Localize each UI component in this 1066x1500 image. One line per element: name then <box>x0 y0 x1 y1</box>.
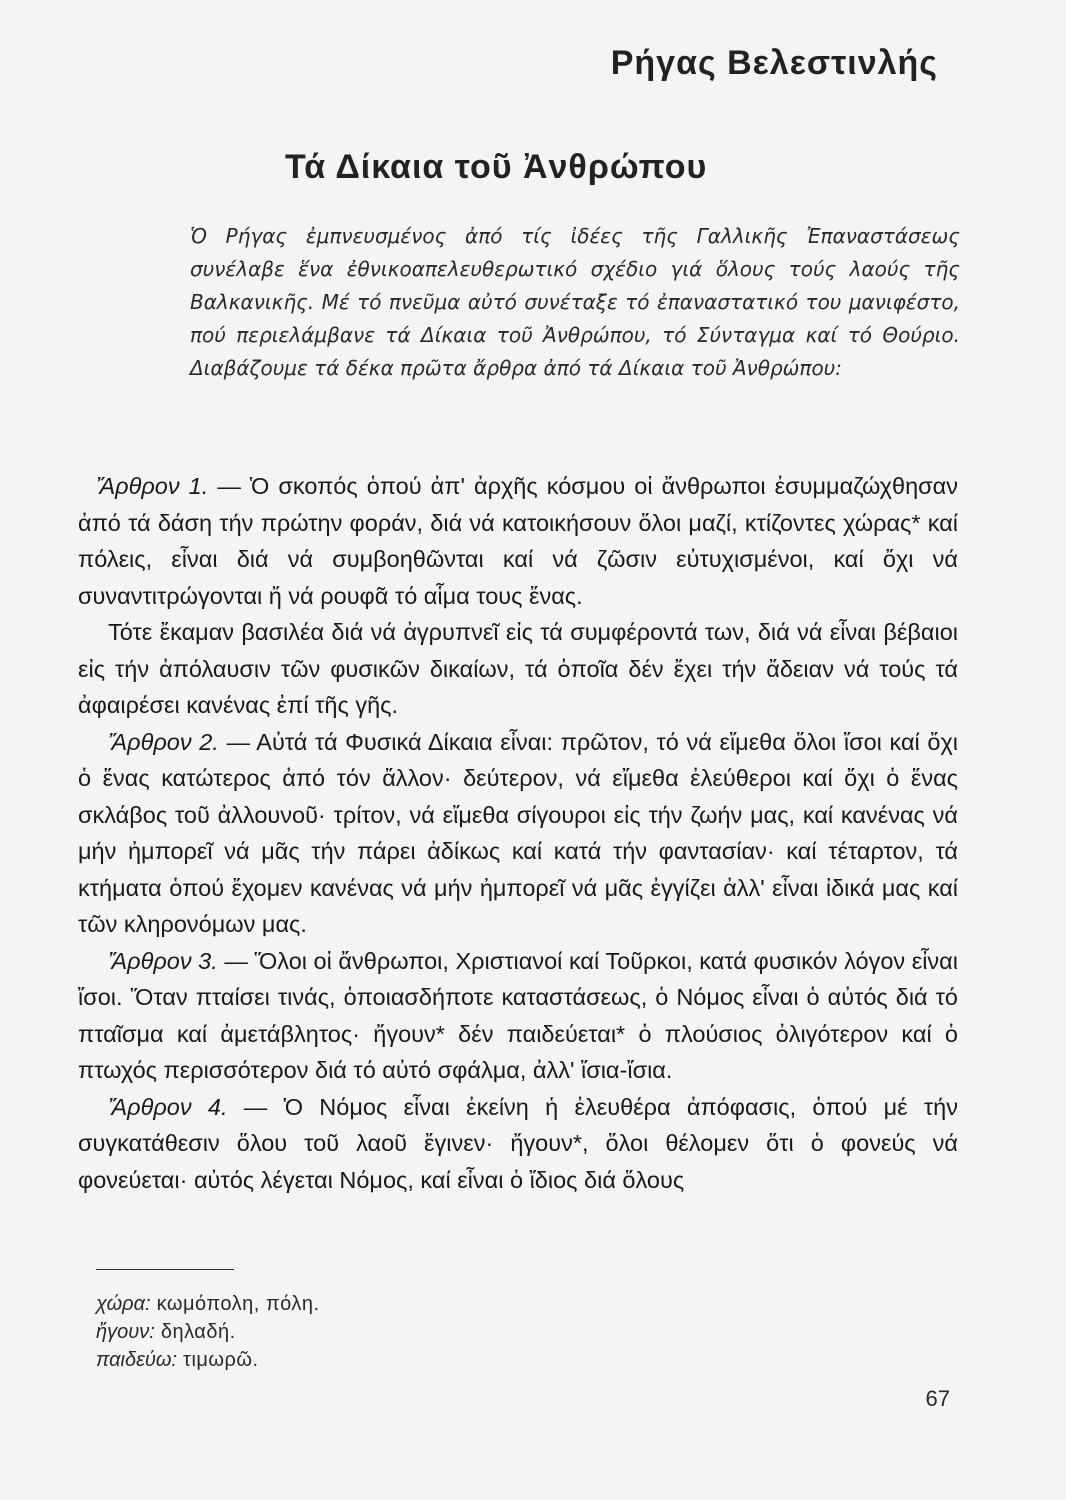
article-text <box>78 468 958 1198</box>
author-name: Ρήγας Βελεστινλής <box>610 44 938 82</box>
article-label: Ἄρθρον 2. <box>108 728 219 755</box>
article-1 <box>78 468 958 614</box>
article-body: — Ὁ Νόμος εἶναι ἐκείνη ἡ ἐλευθέρα ἀπόφασις, ὁπού μέ τήν συγκατάθεσιν ὅλου τοῦ λαοῦ ἔγινεν· ἤγουν*, ὅλοι θέλομεν ὅτι ὁ φονεύς νά φονεύεται· αὐτός λέγεται Νόμος, καί εἶναι ὁ ἴδιος διά ὅλους <box>78 1093 958 1193</box>
article-body: — Ὅλοι οἱ ἄνθρωποι, Χριστιανοί καί Τοῦρκοι, κατά φυσικόν λόγον εἶναι ἴσοι. Ὅταν πταίσει τινάς, ὁποιασδήποτε καταστάσεως, ὁ Νόμος εἶναι ὁ αὐτός διά τό πταῖσμα καί ἀμετάβλητος· ἤγουν* δέν παιδεύεται* ὁ πλούσιος ὀλιγότερον καί ὁ πτωχός περισσότερον διά τό αὐτό σφάλμα, ἀλλ' ἴσια-ἴσια. <box>78 947 958 1083</box>
footnote <box>96 1346 320 1374</box>
article-label: Ἄρθρον 1. <box>96 473 209 499</box>
footnote-term: χώρα: <box>96 1293 151 1315</box>
article-body: — Ὁ σκοπός ὁπού ἀπ' ἀρχῆς κόσμου οἱ ἄνθρωποι ἐσυμμαζώχθησαν ἀπό τά δάση τήν πρώτην φοράν, διά νά κατοικήσουν ὅλοι μαζί, κτίζοντες χώρας* καί πόλεις, εἶναι διά νά συμβοηθῶνται καί νά ζῶσιν εὐτυχισμένοι, καί ὄχι νά συναντιτρώγονται ἤ νά ρουφᾶ τό αἷμα τους ἕνας. <box>78 473 958 609</box>
footnote-definition: κωμόπολη, πόλη. <box>150 1293 320 1315</box>
page-number: 67 <box>925 1386 950 1411</box>
footnote-term: ἤγουν: <box>96 1321 155 1343</box>
footnote <box>96 1290 320 1318</box>
article-2 <box>78 724 958 943</box>
footnote-divider <box>96 1269 234 1270</box>
article-1-continuation: Τότε ἔκαμαν βασιλέα διά νά ἀγρυπνεῖ εἰς τά συμφέροντά των, διά νά εἶναι βέβαιοι εἰς τήν ἀπόλαυσιν τῶν φυσικῶν δικαίων, τά ὁποῖα δέν ἔχει τήν ἄδειαν νά τούς τά ἀφαιρέσει κανένας ἐπί τῆς γῆς. <box>78 619 958 718</box>
intro-paragraph: Ὁ Ρήγας ἐμπνευσμένος ἀπό τίς ἰδέες τῆς Γαλλικῆς Ἐπαναστάσεως συνέλαβε ἕνα ἐθνικοαπελευθερωτικό σχέδιο γιά ὅλους τούς λαούς τῆς Βαλκανικῆς. Μέ τό πνεῦμα αὐτό συνέταξε τό ἐπαναστατικό του μανιφέστο, πού περιελάμβανε τά Δίκαια τοῦ Ἀνθρώπου, τό Σύνταγμα καί τό Θούριο. Διαβάζουμε τά δέκα πρῶτα ἄρθρα ἀπό τά Δίκαια τοῦ Ἀνθρώπου: <box>190 224 960 380</box>
article-label: Ἄρθρον 4. <box>108 1093 228 1120</box>
footnote <box>96 1318 320 1346</box>
footnote-term: παιδεύω: <box>96 1349 177 1371</box>
article-3 <box>78 943 958 1089</box>
footnote-definition: δηλαδή. <box>154 1321 236 1343</box>
footnote-definition: τιμωρῶ. <box>177 1349 259 1371</box>
page-title: Τά Δίκαια τοῦ Ἀνθρώπου <box>285 148 708 186</box>
footnotes <box>96 1290 320 1374</box>
article-body: — Αὐτά τά Φυσικά Δίκαια εἶναι: πρῶτον, τό νά εἴμεθα ὅλοι ἴσοι καί ὄχι ὁ ἕνας κατώτερος ἀπό τόν ἄλλον· δεύτερον, νά εἴμεθα ἐλεύθεροι καί ὄχι ὁ ἕνας σκλάβος τοῦ ἀλλουνοῦ· τρίτον, νά εἴμεθα σίγουροι εἰς τήν ζωήν μας, καί κανένας νά μήν ἠμπορεῖ νά μᾶς τήν πάρει ἀδίκως καί κατά τήν φαντασίαν· καί τέταρτον, τά κτήματα ὁπού ἔχομεν κανένας νά μήν ἠμπορεῖ νά μᾶς ἐγγίζει ἀλλ' εἶναι ἰδικά μας καί τῶν κληρονόμων μας. <box>78 728 959 937</box>
article-4 <box>78 1089 958 1199</box>
article-label: Ἄρθρον 3. <box>108 947 218 974</box>
